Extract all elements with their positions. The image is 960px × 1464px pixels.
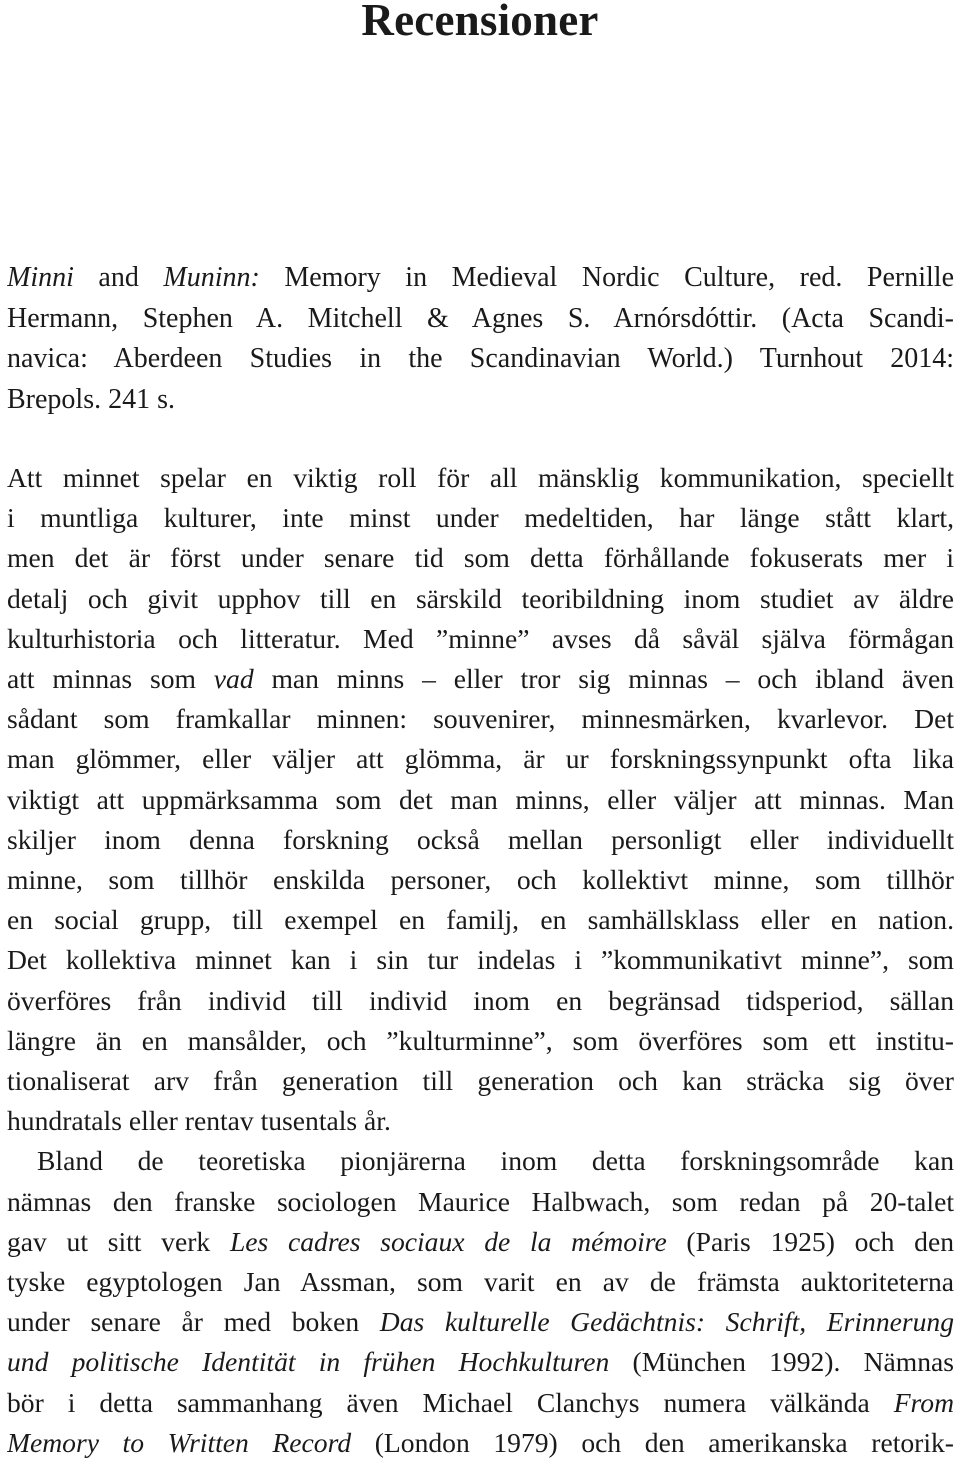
p2-line-with-italic: [7, 1302, 954, 1342]
p1-line: Att minnet spelar en viktig roll för all mänsklig kommunikation, speciellt: [7, 462, 954, 493]
p2-l5a: under senare år med boken: [7, 1306, 380, 1338]
citation-line3: navica: Aberdeen Studies in the Scandinavian World.) Turnhout 2014:: [7, 343, 954, 374]
p1-line: längre än en mansålder, och ”kulturminne”, som överföres som ett institu-: [7, 1024, 954, 1056]
p1-line: överföres från individ till individ inom en begränsad tidsperiod, sällan: [7, 984, 954, 1016]
paragraph-1: [7, 458, 954, 1141]
p1-line: skiljer inom denna forskning också mellan personligt eller individuellt: [7, 823, 954, 855]
p2-l3b: (Paris 1925) och den: [666, 1225, 954, 1257]
p2-l7a: bör i detta sammanhang även Michael Clanchys numera välkända: [7, 1386, 894, 1418]
p1-line: en social grupp, till exempel en familj, en samhällsklass eller en nation.: [7, 904, 954, 936]
p2-l7-italic: From: [893, 1386, 954, 1418]
page-title: Recensioner: [361, 0, 599, 45]
p1-line: kulturhistoria och litteratur. Med ”minne” avses då såväl själva förmågan: [7, 622, 954, 654]
p2-line-first: Bland de teoretiska pionjärerna inom detta forskningsområde kan: [37, 1145, 954, 1177]
p1-line: men det är först under senare tid som detta förhållande fokuserats mer i: [7, 542, 954, 574]
p1-l6-italic: vad: [213, 663, 254, 695]
p1-line: man glömmer, eller väljer att glömma, är ur forskningssynpunkt ofta lika: [7, 743, 954, 775]
p1-line: sådant som framkallar minnen: souvenirer, minnesmärken, kvarlevor. Det: [7, 703, 954, 735]
p2-line-with-italic: [7, 1383, 954, 1423]
p2-l3-italic: Les cadres sociaux de la mémoire: [229, 1225, 667, 1257]
p1-l6b: man minns – eller tror sig minnas – och ibland även: [253, 663, 954, 695]
p2-l6b: (München 1992). Nämnas: [609, 1346, 954, 1378]
citation-line2: Hermann, Stephen A. Mitchell & Agnes S. Arnórsdóttir. (Acta Scandi-: [7, 302, 954, 334]
p1-line: detalj och givit upphov till en särskild teoribildning inom studiet av äldre: [7, 582, 954, 614]
p1-line: viktigt att uppmärksamma som det man minns, eller väljer att minnas. Man: [7, 783, 954, 815]
p2-l8b: (London 1979) och den amerikanska retorik-: [351, 1426, 954, 1458]
p1-line: minne, som tillhör enskilda personer, och kollektivt minne, som tillhör: [7, 864, 954, 896]
review-body: [7, 458, 954, 1463]
citation-title-part1: Minni: [7, 262, 74, 293]
p2-l3a: gav ut sitt verk: [7, 1225, 230, 1257]
paragraph-2: [7, 1141, 954, 1463]
citation-connector: and: [73, 262, 164, 293]
citation-line1-rest: Memory in Medieval Nordic Culture, red. Pernille: [259, 262, 954, 293]
p1-l6a: att minnas som: [7, 663, 214, 695]
citation-line4: Brepols. 241 s.: [7, 383, 175, 415]
citation-title-part2: Muninn:: [163, 262, 260, 293]
book-citation: [7, 258, 954, 420]
p2-line-with-italic: [7, 1342, 954, 1382]
p1-line-last: hundratals eller rentav tusentals år.: [7, 1105, 391, 1137]
p2-line-with-italic: [7, 1423, 954, 1463]
p2-line: tyske egyptologen Jan Assman, som varit en av de främsta auktoriteterna: [7, 1266, 954, 1298]
p1-line: i muntliga kulturer, inte minst under medeltiden, har länge stått klart,: [7, 502, 954, 534]
p1-line: Det kollektiva minnet kan i sin tur indelas i ”kommunikativt minne”, som: [7, 944, 954, 976]
p1-line-with-italic: [7, 659, 954, 699]
p2-l6-italic: und politische Identität in frühen Hochkulturen: [7, 1346, 610, 1378]
p1-line: tionaliserat arv från generation till generation och kan sträcka sig över: [7, 1065, 954, 1097]
p2-l5-italic: Das kulturelle Gedächtnis: Schrift, Erinnerung: [379, 1306, 954, 1338]
p2-line: nämnas den franske sociologen Maurice Halbwach, som redan på 20-talet: [7, 1185, 954, 1217]
p2-line-with-italic: [7, 1222, 954, 1262]
p2-l8-italic: Memory to Written Record: [7, 1426, 352, 1458]
